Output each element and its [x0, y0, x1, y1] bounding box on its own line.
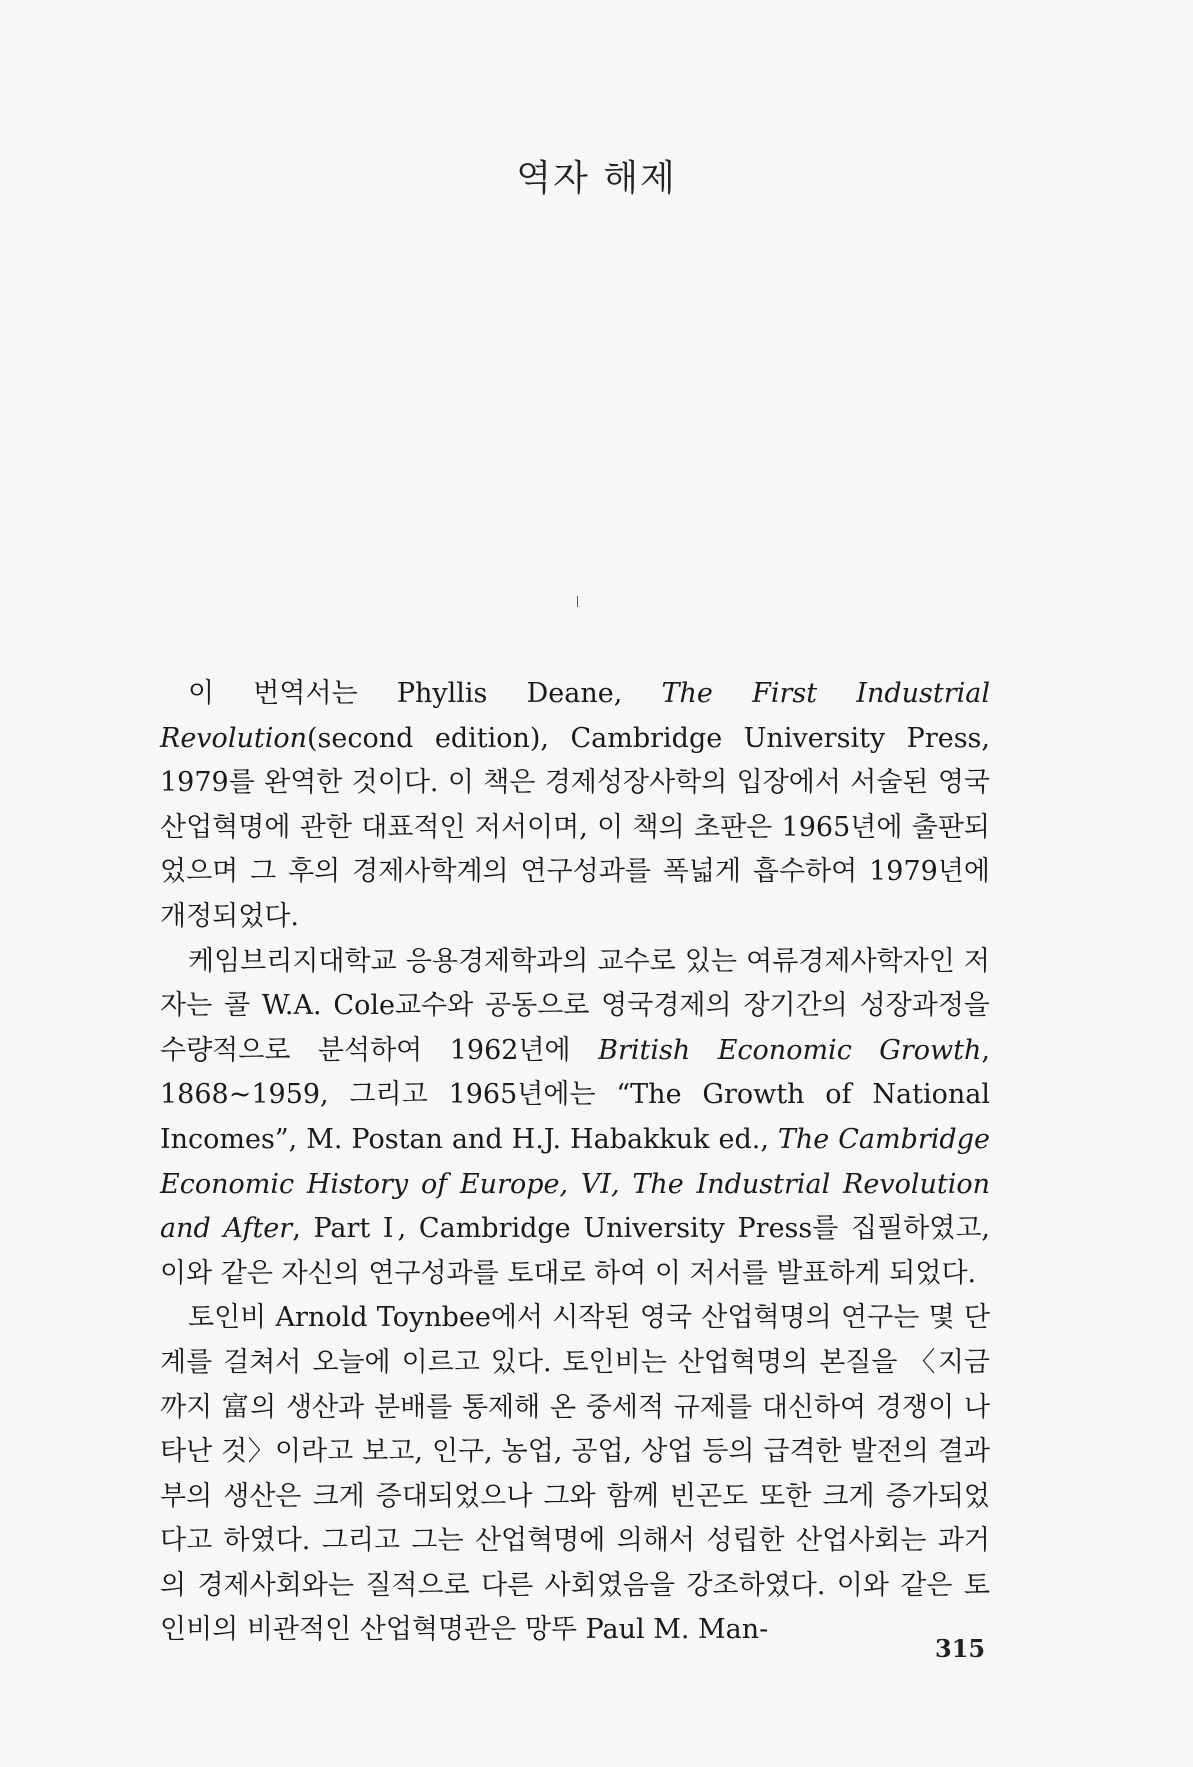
- p2-text-e: , Part Ⅰ, Cambridge University Press를 집필하였고, 이와 같은 자신의 연구성과를 토대로 하여 이 저서를 발표하게 되었다.: [160, 1213, 991, 1289]
- body-text: [160, 672, 990, 1653]
- p2-book-title-2: The Cambridge Economic History of Europe, VI, The Industrial Revolution and After: [160, 1123, 990, 1245]
- p1-text-a: 이 번역서는 Phyllis Deane,: [188, 678, 662, 709]
- p2-text-c: , 1868~1959, 그리고 1965년에는 “The Growth of National Incomes”, M. Postan and H.J. Habakkuk ed.,: [160, 1034, 990, 1155]
- paragraph-3: [160, 1296, 990, 1653]
- p1-book-title: The First Industrial Revolution: [160, 678, 990, 754]
- p3-text: 토인비 Arnold Toynbee에서 시작된 영국 산업혁명의 연구는 몇 단계를 걸쳐서 오늘에 이르고 있다. 토인비는 산업혁명의 본질을 〈지금까지 富의 생산과 분배를 통제해 온 중세적 규제를 대신하여 경쟁이 나타난 것〉이라고 보고, 인구, 농업, 공업, 상업 등의 급격한 발전의 결과 부의 생산은 크게 증대되었으나 그와 함께 빈곤도 또한 크게 증가되었다고 하였다. 그리고 그는 산업혁명에 의해서 성립한 산업사회는 과거의 경제사회와는 질적으로 다른 사회였음을 강조하였다. 이와 같은 토인비의 비관적인 산업혁명관은 망뚜 Paul M. Man-: [160, 1302, 990, 1646]
- p1-text-c: (second edition), Cambridge University Press, 1979를 완역한 것이다. 이 책은 경제성장사학의 입장에서 서술된 영국 산업혁명에 관한 대표적인 저서이며, 이 책의 초판은 1965년에 출판되었으며 그 후의 경제사학계의 연구성과를 폭넓게 흡수하여 1979년에 개정되었다.: [160, 722, 990, 932]
- p2-book-title: British Economic Growth: [598, 1034, 982, 1066]
- paragraph-2: [160, 940, 990, 1297]
- p2-text-a: 케임브리지대학교 응용경제학과의 교수로 있는 여류경제사학자인 저자는 콜 W.A. Cole교수와 공동으로 영국경제의 장기간의 성장과정을 수량적으로 분석하여 1962년에: [160, 945, 990, 1066]
- stray-mark: [577, 596, 578, 607]
- paragraph-1: [160, 672, 990, 940]
- page-title: 역자 해제: [516, 158, 677, 199]
- page-number: 315: [935, 1634, 986, 1663]
